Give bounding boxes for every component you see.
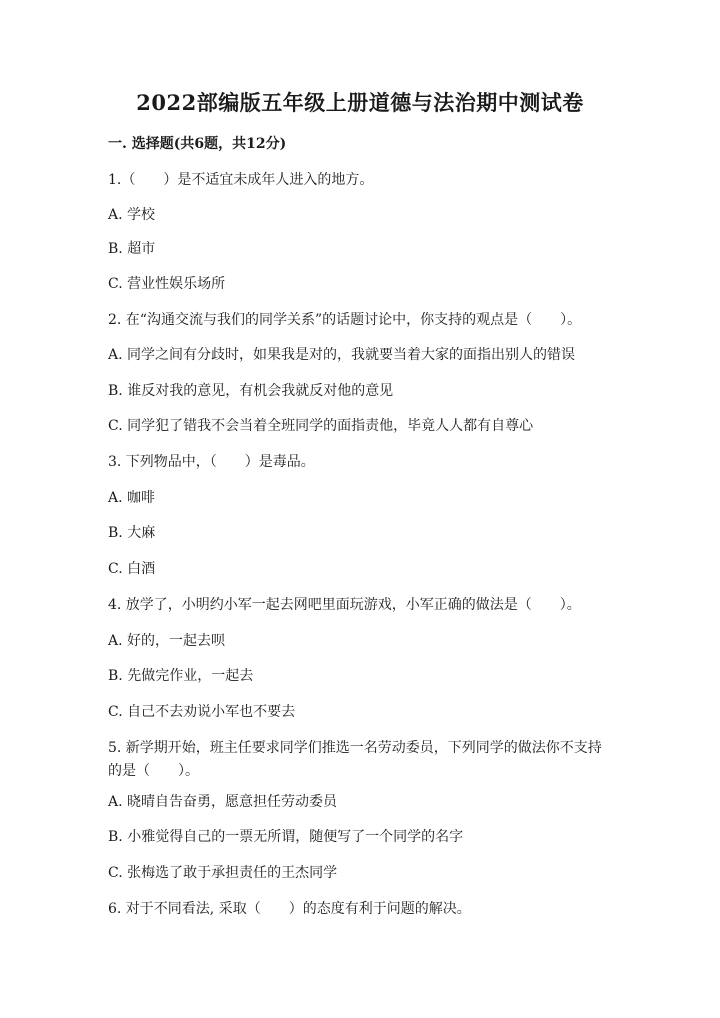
question-1-option-a: A. 学校: [108, 207, 156, 223]
question-1-stem: 1.（ ）是不适宜未成年人进入的地方。: [108, 172, 374, 188]
question-2-option-a: A. 同学之间有分歧时，如果我是对的，我就要当着大家的面指出别人的错误: [108, 347, 576, 363]
question-3-stem: 3. 下列物品中，（ ）是毒品。: [108, 454, 315, 470]
question-1-option-c: C. 营业性娱乐场所: [108, 276, 226, 292]
question-6-stem: 6. 对于不同看法, 采取（ ）的态度有利于问题的解决。: [108, 901, 471, 917]
question-4-stem: 4. 放学了，小明约小军一起去网吧里面玩游戏，小军正确的做法是（ ）。: [108, 597, 581, 613]
question-5-option-a: A. 晓晴自告奋勇，愿意担任劳动委员: [108, 794, 338, 810]
question-2-option-c: C. 同学犯了错我不会当着全班同学的面指责他，毕竟人人都有自尊心: [108, 418, 534, 434]
section-heading: 一. 选择题(共6题，共12分): [108, 136, 287, 152]
question-3-option-c: C. 白酒: [108, 561, 156, 577]
question-2-stem: 2. 在“沟通交流与我们的同学关系”的话题讨论中，你支持的观点是（ ）。: [108, 312, 582, 328]
question-5-stem: 5. 新学期开始，班主任要求同学们推选一名劳动委员，下列同学的做法你不支持的是（ ）。: [108, 740, 602, 779]
question-5-option-b: B. 小雅觉得自己的一票无所谓，随便写了一个同学的名字: [108, 829, 464, 845]
page-title: 2022部编版五年级上册道德与法治期中测试卷: [136, 90, 584, 115]
question-4-option-b: B. 先做完作业，一起去: [108, 668, 254, 684]
question-3-option-b: B. 大麻: [108, 525, 156, 541]
question-1-option-b: B. 超市: [108, 241, 156, 257]
question-2-option-b: B. 谁反对我的意见，有机会我就反对他的意见: [108, 383, 394, 399]
question-4-option-c: C. 自己不去劝说小军也不要去: [108, 704, 296, 720]
question-5-option-c: C. 张梅选了敢于承担责任的王杰同学: [108, 865, 338, 881]
question-3-option-a: A. 咖啡: [108, 490, 156, 506]
question-4-option-a: A. 好的，一起去呗: [108, 633, 226, 649]
